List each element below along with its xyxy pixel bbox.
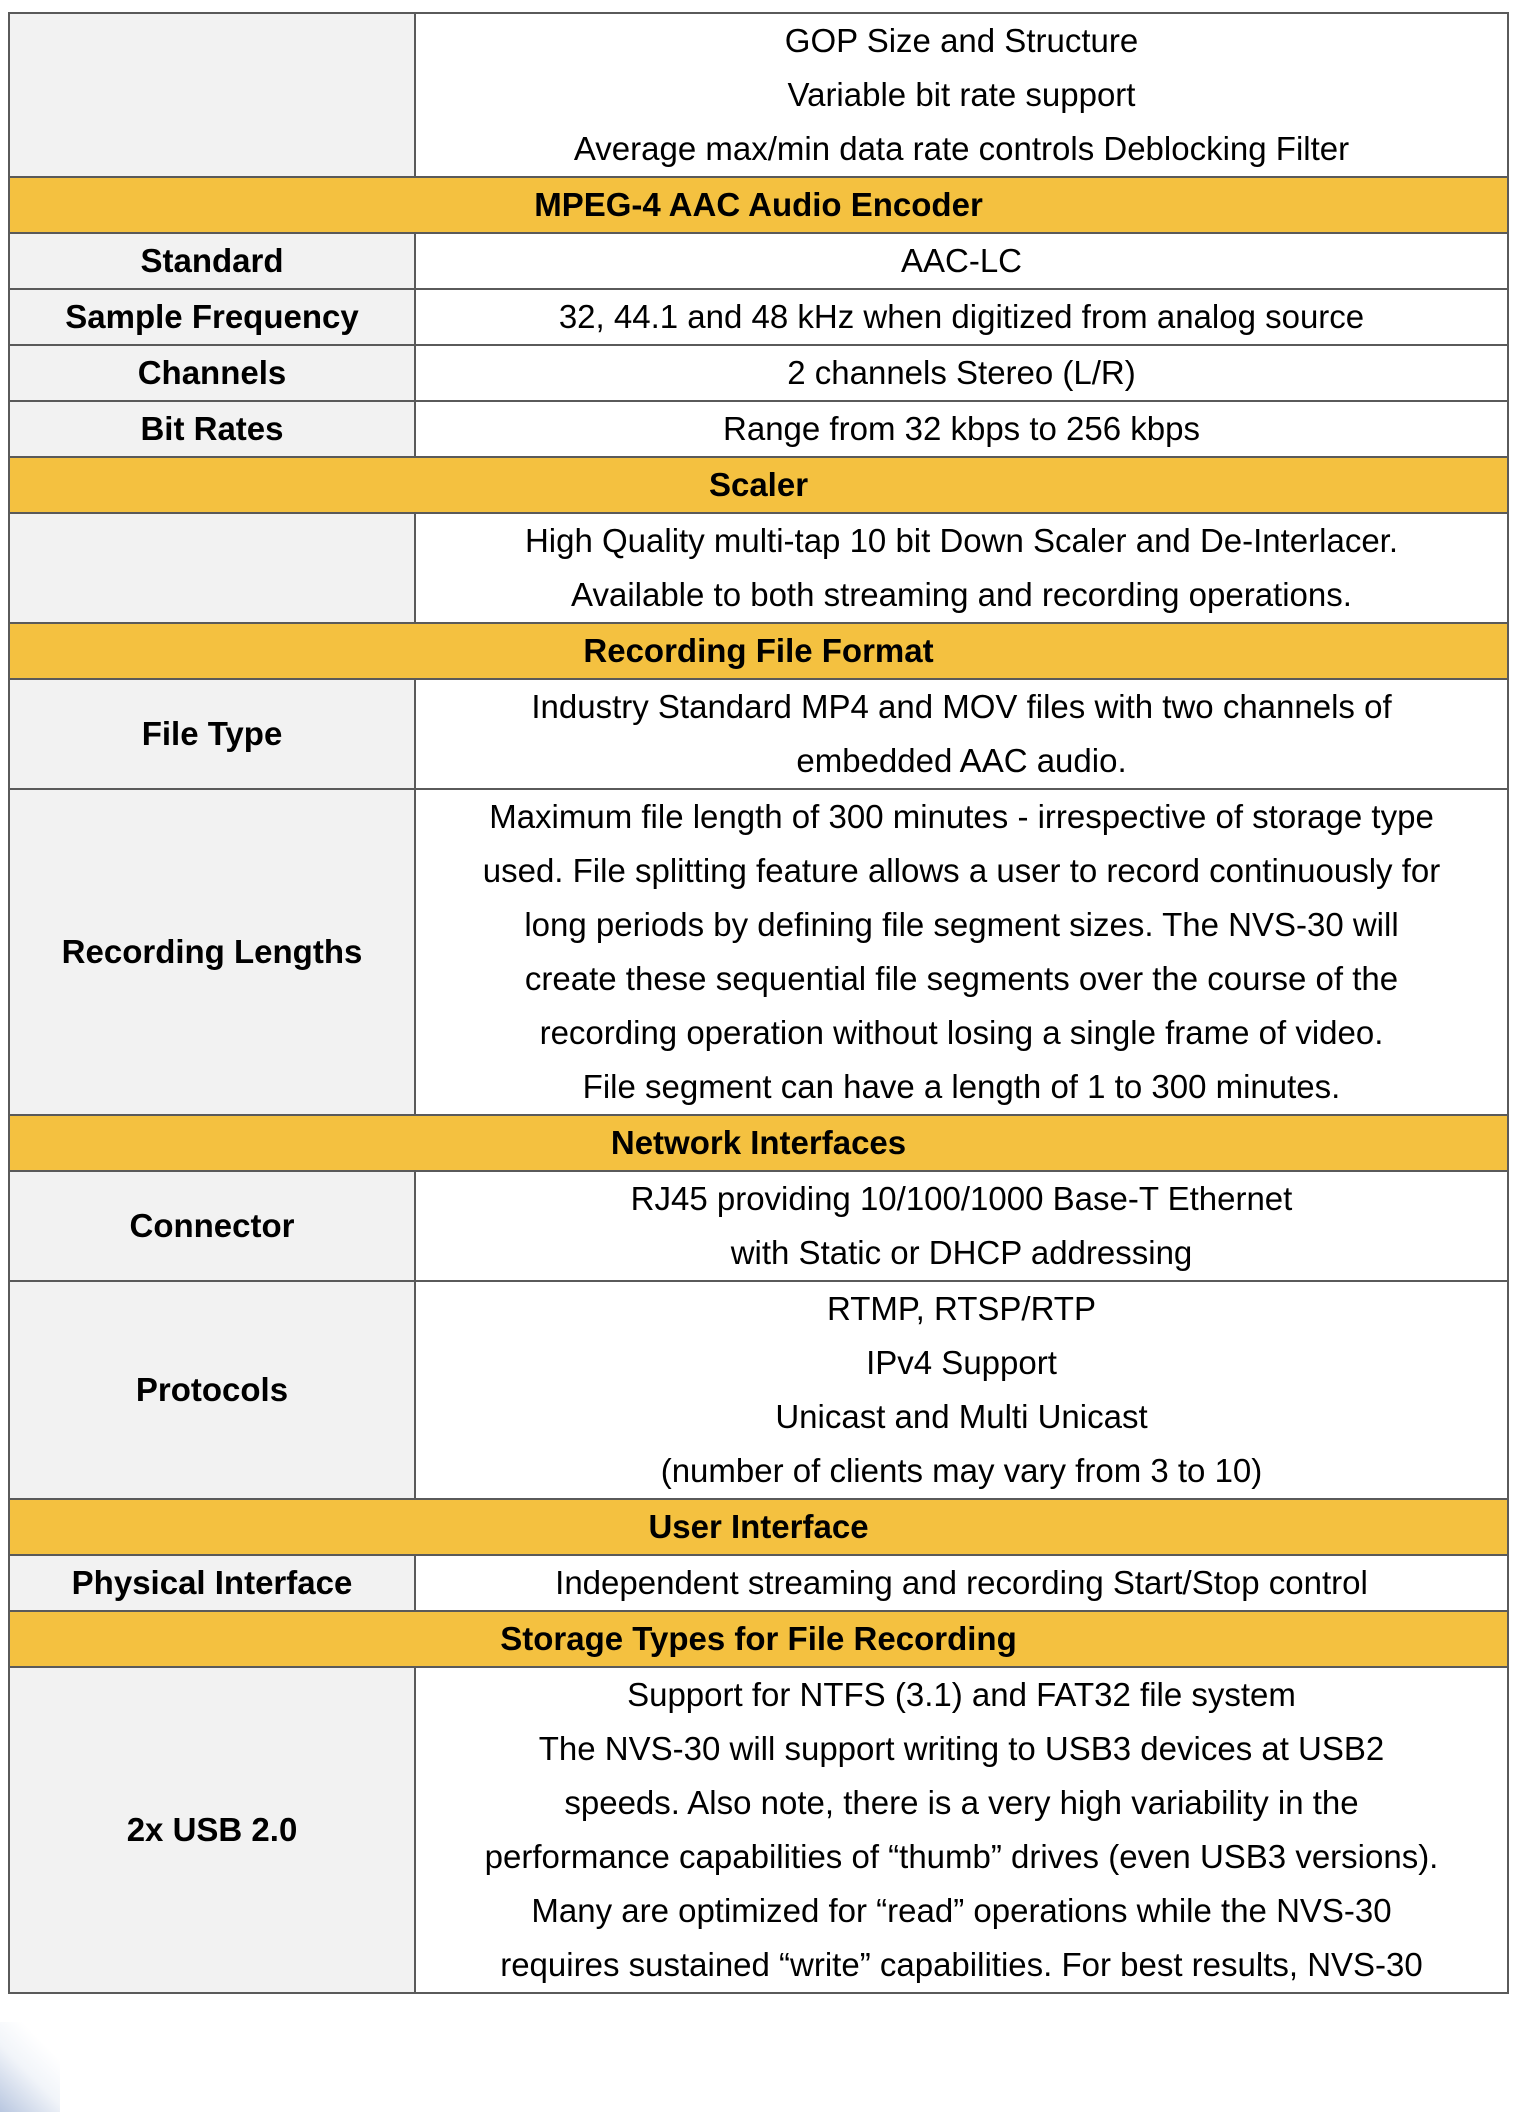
spec-row [9,401,1508,457]
section-header-row [9,1115,1508,1171]
spec-value [415,1171,1508,1281]
spec-value-line: Average max/min data rate controls Deblocking Filter [573,130,1350,167]
spec-value-line: Industry Standard MP4 and MOV files with two channels of [531,688,1392,725]
spec-value-line: performance capabilities of “thumb” drives (even USB3 versions). [484,1838,1439,1875]
spec-value [415,401,1508,457]
section-title: MPEG-4 AAC Audio Encoder [9,177,1508,233]
section-header-row [9,1499,1508,1555]
spec-label: File Type [9,679,415,789]
spec-label: Bit Rates [9,401,415,457]
spec-value [415,1667,1508,1993]
spec-value-line: Maximum file length of 300 minutes - irrespective of storage type [489,798,1434,835]
spec-row [9,1171,1508,1281]
spec-row [9,233,1508,289]
spec-value-line: IPv4 Support [866,1344,1057,1381]
spec-value-line: with Static or DHCP addressing [730,1234,1193,1271]
spec-value [415,13,1508,177]
spec-value-line: (number of clients may vary from 3 to 10) [660,1452,1263,1489]
section-title: Recording File Format [9,623,1508,679]
spec-label [9,513,415,623]
spec-value [415,1281,1508,1499]
spec-value-line: used. File splitting feature allows a user to record continuously for [482,852,1441,889]
spec-value-line: Independent streaming and recording Start/Stop control [555,1564,1368,1601]
spec-value [415,513,1508,623]
spec-label: Connector [9,1171,415,1281]
spec-value-line: File segment can have a length of 1 to 300 minutes. [582,1068,1341,1105]
section-title: User Interface [9,1499,1508,1555]
section-header-row [9,457,1508,513]
spec-label: Physical Interface [9,1555,415,1611]
spec-value [415,679,1508,789]
spec-value-line: Available to both streaming and recording operations. [571,576,1352,613]
spec-value [415,789,1508,1115]
spec-row [9,789,1508,1115]
spec-value-line: Support for NTFS (3.1) and FAT32 file system [627,1676,1296,1713]
spec-label: Recording Lengths [9,789,415,1115]
spec-row [9,513,1508,623]
section-title: Storage Types for File Recording [9,1611,1508,1667]
spec-value-line: High Quality multi-tap 10 bit Down Scaler and De-Interlacer. [524,522,1399,559]
spec-value-line: 32, 44.1 and 48 kHz when digitized from analog source [558,298,1365,335]
spec-label [9,13,415,177]
spec-row [9,345,1508,401]
spec-label: Sample Frequency [9,289,415,345]
spec-value-line: RTMP, RTSP/RTP [827,1290,1096,1327]
spec-value-line: embedded AAC audio. [796,742,1127,779]
spec-row [9,289,1508,345]
spec-table-body [9,13,1508,1993]
spec-value-line: create these sequential file segments over the course of the [524,960,1399,997]
section-header-row [9,1611,1508,1667]
spec-value-line: requires sustained “write” capabilities. For best results, NVS-30 [500,1946,1423,1983]
section-title: Network Interfaces [9,1115,1508,1171]
section-header-row [9,177,1508,233]
spec-row [9,13,1508,177]
spec-value-line: Range from 32 kbps to 256 kbps [723,410,1200,447]
section-header-row [9,623,1508,679]
spec-label: Standard [9,233,415,289]
spec-row [9,1281,1508,1499]
spec-label: Protocols [9,1281,415,1499]
spec-value [415,1555,1508,1611]
spec-row [9,1555,1508,1611]
spec-value [415,233,1508,289]
spec-value [415,345,1508,401]
spec-label: 2x USB 2.0 [9,1667,415,1993]
spec-value-line: long periods by defining file segment sizes. The NVS-30 will [524,906,1399,943]
spec-value-line: RJ45 providing 10/100/1000 Base-T Ethernet [630,1180,1293,1217]
spec-value [415,289,1508,345]
spec-value-line: speeds. Also note, there is a very high variability in the [564,1784,1359,1821]
spec-value-line: Many are optimized for “read” operations while the NVS-30 [531,1892,1392,1929]
spec-table [8,12,1509,1994]
spec-value-line: Variable bit rate support [787,76,1136,113]
spec-value-line: GOP Size and Structure [784,22,1139,59]
spec-value-line: recording operation without losing a single frame of video. [539,1014,1384,1051]
spec-value-line: Unicast and Multi Unicast [775,1398,1148,1435]
corner-fade [0,2022,60,2112]
spec-value-line: AAC-LC [900,242,1023,279]
spec-value-line: 2 channels Stereo (L/R) [787,354,1136,391]
spec-value-line: The NVS-30 will support writing to USB3 devices at USB2 [538,1730,1385,1767]
spec-row [9,679,1508,789]
spec-row [9,1667,1508,1993]
spec-label: Channels [9,345,415,401]
section-title: Scaler [9,457,1508,513]
